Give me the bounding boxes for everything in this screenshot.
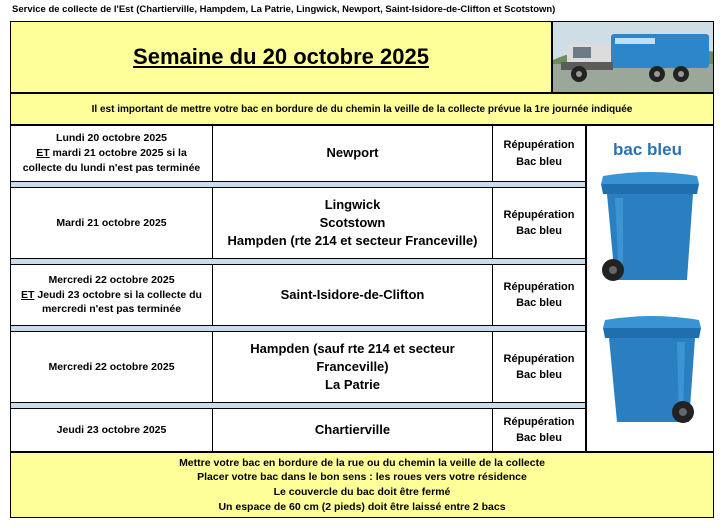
schedule-date bbox=[11, 126, 213, 181]
place-name: Saint-Isidore-de-Clifton bbox=[280, 286, 425, 302]
schedule-service bbox=[493, 188, 585, 258]
date-line: Mercredi 22 octobre 2025 bbox=[48, 360, 175, 373]
notice-banner bbox=[10, 93, 714, 125]
schedule-row bbox=[10, 125, 586, 182]
blue-bin-icon bbox=[593, 168, 707, 288]
schedule-service bbox=[493, 126, 585, 181]
service-bin: Bac bleu bbox=[516, 369, 562, 381]
date-line: mardi 21 octobre 2025 si la bbox=[52, 147, 187, 160]
place-name: Scotstown bbox=[319, 214, 386, 230]
instruction-line: Mettre votre bac en bordure de la rue ou du chemin la veille de la collecte bbox=[179, 456, 545, 469]
service-line: Service de collecte de l'Est (Chartierville, Hampdem, La Patrie, Lingwick, Newport, Saint-Isidore-de-Clifton et Scotstown) bbox=[12, 4, 556, 15]
et-label: ET bbox=[36, 147, 50, 160]
service-type: Répupération bbox=[503, 208, 575, 221]
place-name: Newport bbox=[326, 145, 379, 161]
date-line: collecte du lundi n'est pas terminée bbox=[22, 161, 201, 174]
schedule-service bbox=[493, 332, 585, 402]
service-bin: Bac bleu bbox=[516, 225, 562, 237]
schedule-date bbox=[11, 409, 213, 451]
service-bin: Bac bleu bbox=[516, 432, 562, 444]
date-line: Jeudi 23 octobre 2025 bbox=[56, 423, 167, 436]
place-name: Hampden (sauf rte 214 et secteur Franceville) bbox=[250, 340, 455, 374]
schedule-row bbox=[10, 408, 586, 452]
place-name: La Patrie bbox=[325, 377, 380, 393]
truck-icon bbox=[553, 22, 714, 93]
page-title: Semaine du 20 octobre 2025 bbox=[133, 44, 429, 69]
service-type: Répupération bbox=[503, 139, 575, 151]
schedule-places bbox=[213, 409, 493, 451]
schedule-places bbox=[213, 188, 493, 258]
et-label: ET bbox=[21, 288, 35, 301]
schedule-service bbox=[493, 409, 585, 451]
date-line: mercredi n'est pas terminée bbox=[41, 303, 182, 316]
schedule-places bbox=[213, 126, 493, 181]
instruction-line: Placer votre bac dans le bon sens : les roues vers votre résidence bbox=[197, 471, 527, 484]
date-line: Mardi 21 octobre 2025 bbox=[56, 216, 167, 229]
schedule-row bbox=[10, 331, 586, 403]
place-name: Hampden (rte 214 et secteur Franceville) bbox=[227, 233, 478, 249]
service-type: Répupération bbox=[503, 352, 575, 365]
schedule-date bbox=[11, 332, 213, 402]
service-bin: Bac bleu bbox=[516, 155, 562, 168]
place-name: Chartierville bbox=[314, 421, 391, 437]
date-line: Lundi 20 octobre 2025 bbox=[56, 132, 167, 145]
date-line: Mercredi 22 octobre 2025 bbox=[48, 273, 175, 286]
schedule-places bbox=[213, 265, 493, 325]
schedule-row bbox=[10, 264, 586, 326]
bin-panel bbox=[586, 125, 714, 452]
service-type: Répupération bbox=[503, 415, 575, 428]
service-type: Répupération bbox=[503, 280, 575, 293]
bin-label: bac bleu bbox=[613, 140, 682, 159]
title-box bbox=[10, 21, 552, 93]
place-name: Lingwick bbox=[324, 196, 381, 212]
blue-bin-icon bbox=[597, 312, 707, 430]
instruction-line: Le couvercle du bac doit être fermé bbox=[273, 486, 451, 498]
garbage-truck-image bbox=[552, 21, 714, 93]
schedule-row bbox=[10, 187, 586, 259]
schedule-service bbox=[493, 265, 585, 325]
schedule-date bbox=[11, 265, 213, 325]
notice-text: Il est important de mettre votre bac en bordure de du chemin la veille de la collecte prévue la 1re journée indiquée bbox=[91, 103, 633, 115]
date-line: Jeudi 23 octobre si la collecte du bbox=[37, 288, 202, 301]
schedule-places bbox=[213, 332, 493, 402]
schedule-date bbox=[11, 188, 213, 258]
service-bin: Bac bleu bbox=[516, 297, 562, 309]
instruction-line: Un espace de 60 cm (2 pieds) doit être laissé entre 2 bacs bbox=[218, 500, 506, 513]
footer-instructions bbox=[10, 452, 714, 518]
